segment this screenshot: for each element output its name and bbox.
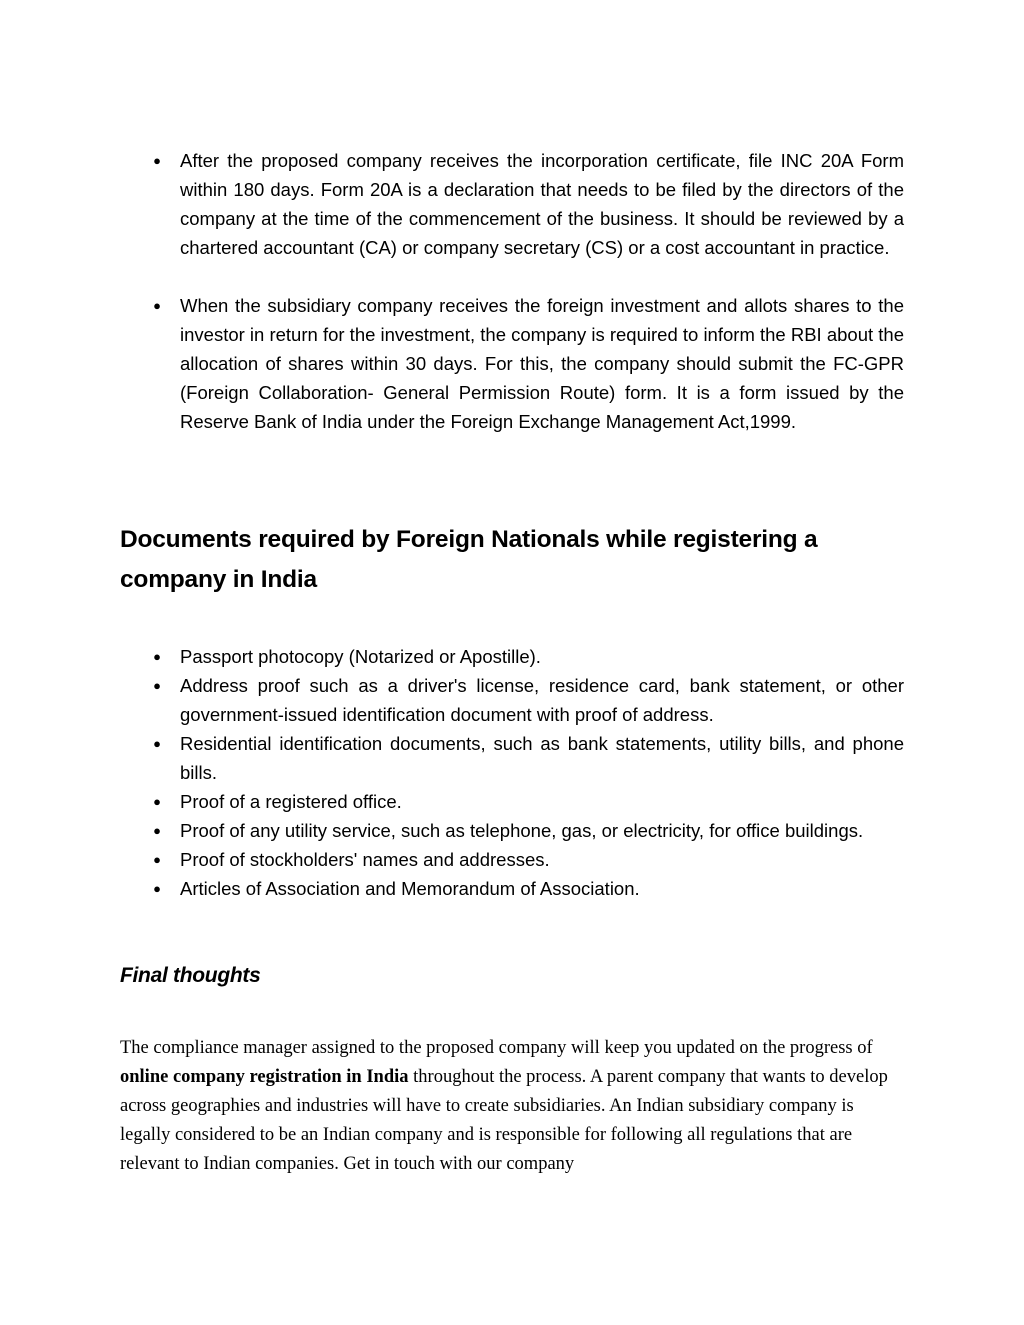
list-item-text: Residential identification documents, such as bank statements, utility bills, and phone bills. bbox=[180, 733, 904, 783]
bullet-icon: ● bbox=[153, 298, 161, 313]
paragraph-text: The compliance manager assigned to the proposed company will keep you updated on the progress of bbox=[120, 1038, 873, 1058]
list-item-text: Proof of a registered office. bbox=[180, 791, 402, 812]
bullet-icon: ● bbox=[153, 678, 161, 693]
section-heading-documents: Documents required by Foreign Nationals while registering a company in India bbox=[120, 526, 818, 593]
bullet-icon: ● bbox=[153, 852, 161, 867]
list-item-text: Passport photocopy (Notarized or Apostille). bbox=[180, 646, 541, 667]
documents-bullet-list bbox=[150, 642, 904, 903]
list-item-text: Address proof such as a driver's license, residence card, bank statement, or other government-issued identification document with proof of address. bbox=[180, 675, 904, 725]
bullet-icon: ● bbox=[153, 823, 161, 838]
bullet-icon: ● bbox=[153, 649, 161, 664]
bullet-icon: ● bbox=[153, 881, 161, 896]
list-item bbox=[150, 671, 904, 729]
bold-keyword: online company registration in India bbox=[120, 1067, 409, 1087]
final-paragraph bbox=[120, 1034, 895, 1179]
list-item bbox=[150, 874, 904, 903]
bullet-icon: ● bbox=[153, 153, 161, 168]
list-item-text: Proof of stockholders' names and addresses. bbox=[180, 849, 550, 870]
list-item-text: Proof of any utility service, such as telephone, gas, or electricity, for office buildings. bbox=[180, 820, 864, 841]
list-item bbox=[150, 291, 904, 436]
list-item-text: When the subsidiary company receives the foreign investment and allots shares to the investor in return for the investment, the company is required to inform the RBI about the allocation of shares within 30 days. For this, the company should submit the FC-GPR (Foreign Collaboration- General Permission Route) form. It is a form issued by the Reserve Bank of India under the Foreign Exchange Management Act,1999. bbox=[180, 295, 904, 432]
paragraph-text: throughout the process. A parent company that wants to develop across geographies and industries will have to create subsidiaries. An Indian subsidiary company is legally considered to be an Indian company and is responsible for following all regulations that are relevant to Indian companies. Get in touch with our company bbox=[120, 1067, 888, 1174]
bullet-icon: ● bbox=[153, 736, 161, 751]
section-heading-final-thoughts: Final thoughts bbox=[120, 964, 261, 987]
intro-bullet-list bbox=[150, 146, 904, 436]
bullet-icon: ● bbox=[153, 794, 161, 809]
list-item bbox=[150, 787, 904, 816]
list-item bbox=[150, 642, 904, 671]
list-item bbox=[150, 729, 904, 787]
list-item bbox=[150, 816, 904, 845]
list-item bbox=[150, 845, 904, 874]
list-item-text: Articles of Association and Memorandum of Association. bbox=[180, 878, 640, 899]
list-item-text: After the proposed company receives the incorporation certificate, file INC 20A Form within 180 days. Form 20A is a declaration that needs to be filed by the directors of the company at the time of the commencement of the business. It should be reviewed by a chartered accountant (CA) or company secretary (CS) or a cost accountant in practice. bbox=[180, 150, 904, 258]
list-item bbox=[150, 146, 904, 262]
